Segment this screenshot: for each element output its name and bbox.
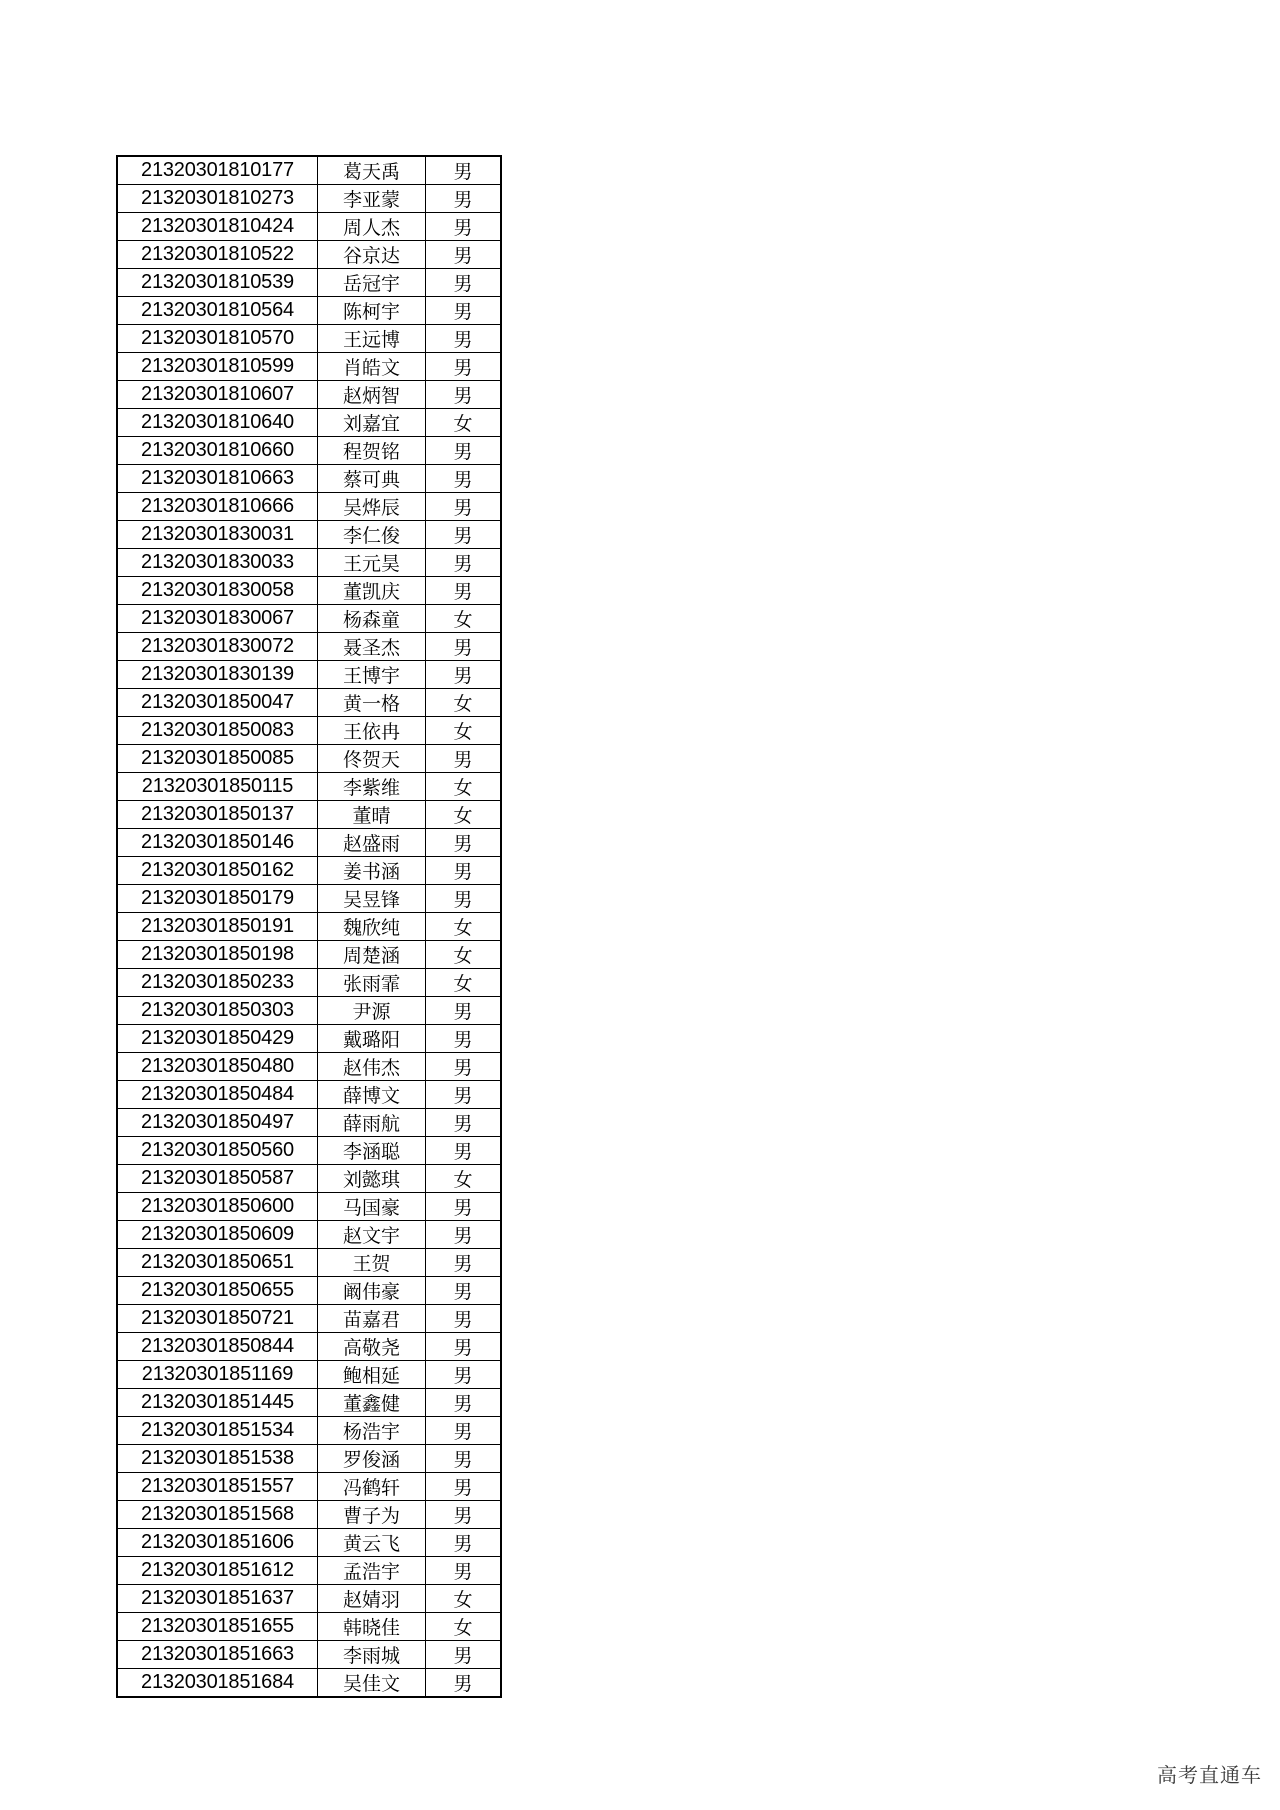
table-row xyxy=(117,1389,501,1417)
student-gender-cell: 男 xyxy=(426,1249,502,1277)
table-row xyxy=(117,1613,501,1641)
student-gender-cell: 男 xyxy=(426,1277,502,1305)
student-name-cell: 王贺 xyxy=(318,1249,426,1277)
table-row xyxy=(117,1585,501,1613)
student-gender-cell: 男 xyxy=(426,156,502,185)
student-id-cell: 21320301850721 xyxy=(117,1305,318,1333)
student-gender-cell: 女 xyxy=(426,773,502,801)
table-row xyxy=(117,1333,501,1361)
student-gender-cell: 女 xyxy=(426,717,502,745)
student-id-cell: 21320301850655 xyxy=(117,1277,318,1305)
table-row xyxy=(117,381,501,409)
student-gender-cell: 男 xyxy=(426,1473,502,1501)
student-name-cell: 王元昊 xyxy=(318,549,426,577)
student-gender-cell: 男 xyxy=(426,633,502,661)
table-row xyxy=(117,745,501,773)
student-id-cell: 21320301851568 xyxy=(117,1501,318,1529)
student-name-cell: 李雨城 xyxy=(318,1641,426,1669)
table-row xyxy=(117,1501,501,1529)
student-id-cell: 21320301810599 xyxy=(117,353,318,381)
student-name-cell: 韩晓佳 xyxy=(318,1613,426,1641)
student-id-cell: 21320301810640 xyxy=(117,409,318,437)
student-id-cell: 21320301850233 xyxy=(117,969,318,997)
student-gender-cell: 男 xyxy=(426,493,502,521)
student-id-cell: 21320301810660 xyxy=(117,437,318,465)
student-gender-cell: 男 xyxy=(426,829,502,857)
student-id-cell: 21320301850480 xyxy=(117,1053,318,1081)
student-gender-cell: 男 xyxy=(426,437,502,465)
student-gender-cell: 女 xyxy=(426,1585,502,1613)
student-gender-cell: 男 xyxy=(426,1109,502,1137)
table-row xyxy=(117,1053,501,1081)
student-gender-cell: 男 xyxy=(426,297,502,325)
student-id-cell: 21320301850484 xyxy=(117,1081,318,1109)
student-gender-cell: 男 xyxy=(426,997,502,1025)
roster-body xyxy=(117,156,501,1697)
table-row xyxy=(117,1277,501,1305)
table-row xyxy=(117,1081,501,1109)
student-gender-cell: 女 xyxy=(426,941,502,969)
table-row xyxy=(117,1165,501,1193)
student-name-cell: 董凯庆 xyxy=(318,577,426,605)
student-gender-cell: 男 xyxy=(426,577,502,605)
student-gender-cell: 男 xyxy=(426,1053,502,1081)
table-row xyxy=(117,1109,501,1137)
table-row xyxy=(117,1221,501,1249)
student-gender-cell: 男 xyxy=(426,661,502,689)
student-name-cell: 黄云飞 xyxy=(318,1529,426,1557)
student-name-cell: 薛雨航 xyxy=(318,1109,426,1137)
table-row xyxy=(117,521,501,549)
student-name-cell: 葛天禹 xyxy=(318,156,426,185)
student-gender-cell: 女 xyxy=(426,801,502,829)
student-name-cell: 李亚蒙 xyxy=(318,185,426,213)
student-name-cell: 刘懿琪 xyxy=(318,1165,426,1193)
table-row xyxy=(117,1641,501,1669)
table-row xyxy=(117,549,501,577)
table-row xyxy=(117,241,501,269)
student-id-cell: 21320301850429 xyxy=(117,1025,318,1053)
student-gender-cell: 男 xyxy=(426,325,502,353)
student-gender-cell: 男 xyxy=(426,1641,502,1669)
table-row xyxy=(117,773,501,801)
student-gender-cell: 男 xyxy=(426,185,502,213)
student-id-cell: 21320301850651 xyxy=(117,1249,318,1277)
student-gender-cell: 女 xyxy=(426,605,502,633)
table-row xyxy=(117,829,501,857)
student-gender-cell: 男 xyxy=(426,1333,502,1361)
student-id-cell: 21320301850303 xyxy=(117,997,318,1025)
student-name-cell: 吴烨辰 xyxy=(318,493,426,521)
student-gender-cell: 女 xyxy=(426,1613,502,1641)
student-id-cell: 21320301850844 xyxy=(117,1333,318,1361)
student-name-cell: 姜书涵 xyxy=(318,857,426,885)
student-name-cell: 马国豪 xyxy=(318,1193,426,1221)
student-name-cell: 蔡可典 xyxy=(318,465,426,493)
student-id-cell: 21320301850085 xyxy=(117,745,318,773)
student-id-cell: 21320301810607 xyxy=(117,381,318,409)
student-id-cell: 21320301850047 xyxy=(117,689,318,717)
table-row xyxy=(117,997,501,1025)
student-gender-cell: 男 xyxy=(426,465,502,493)
student-gender-cell: 男 xyxy=(426,745,502,773)
table-row xyxy=(117,156,501,185)
table-row xyxy=(117,185,501,213)
student-name-cell: 鲍相延 xyxy=(318,1361,426,1389)
student-name-cell: 孟浩宇 xyxy=(318,1557,426,1585)
table-row xyxy=(117,1557,501,1585)
table-row xyxy=(117,1193,501,1221)
table-row xyxy=(117,409,501,437)
student-gender-cell: 男 xyxy=(426,1221,502,1249)
student-name-cell: 张雨霏 xyxy=(318,969,426,997)
student-name-cell: 佟贺天 xyxy=(318,745,426,773)
student-name-cell: 黄一格 xyxy=(318,689,426,717)
student-gender-cell: 女 xyxy=(426,969,502,997)
student-id-cell: 21320301850179 xyxy=(117,885,318,913)
student-id-cell: 21320301851684 xyxy=(117,1669,318,1698)
student-id-cell: 21320301830072 xyxy=(117,633,318,661)
table-row xyxy=(117,465,501,493)
student-gender-cell: 男 xyxy=(426,1025,502,1053)
student-name-cell: 董晴 xyxy=(318,801,426,829)
student-name-cell: 谷京达 xyxy=(318,241,426,269)
table-row xyxy=(117,1473,501,1501)
student-id-cell: 21320301851663 xyxy=(117,1641,318,1669)
student-gender-cell: 男 xyxy=(426,1417,502,1445)
student-id-cell: 21320301850083 xyxy=(117,717,318,745)
student-name-cell: 李仁俊 xyxy=(318,521,426,549)
student-id-cell: 21320301810663 xyxy=(117,465,318,493)
student-id-cell: 21320301851538 xyxy=(117,1445,318,1473)
student-name-cell: 李紫维 xyxy=(318,773,426,801)
student-id-cell: 21320301830067 xyxy=(117,605,318,633)
student-id-cell: 21320301810424 xyxy=(117,213,318,241)
student-id-cell: 21320301850198 xyxy=(117,941,318,969)
student-gender-cell: 女 xyxy=(426,689,502,717)
student-gender-cell: 男 xyxy=(426,269,502,297)
student-id-cell: 21320301810564 xyxy=(117,297,318,325)
student-name-cell: 曹子为 xyxy=(318,1501,426,1529)
student-name-cell: 岳冠宇 xyxy=(318,269,426,297)
student-name-cell: 薛博文 xyxy=(318,1081,426,1109)
student-id-cell: 21320301851606 xyxy=(117,1529,318,1557)
student-gender-cell: 男 xyxy=(426,857,502,885)
table-row xyxy=(117,717,501,745)
student-gender-cell: 女 xyxy=(426,1165,502,1193)
student-name-cell: 赵盛雨 xyxy=(318,829,426,857)
student-name-cell: 程贺铭 xyxy=(318,437,426,465)
student-name-cell: 王依冉 xyxy=(318,717,426,745)
table-row xyxy=(117,1529,501,1557)
student-roster-table xyxy=(116,155,502,1698)
table-row xyxy=(117,437,501,465)
student-gender-cell: 男 xyxy=(426,1193,502,1221)
student-name-cell: 苗嘉君 xyxy=(318,1305,426,1333)
student-id-cell: 21320301850560 xyxy=(117,1137,318,1165)
table-row xyxy=(117,269,501,297)
student-gender-cell: 女 xyxy=(426,913,502,941)
student-gender-cell: 男 xyxy=(426,521,502,549)
table-row xyxy=(117,1305,501,1333)
table-row xyxy=(117,969,501,997)
student-name-cell: 周人杰 xyxy=(318,213,426,241)
student-id-cell: 21320301810522 xyxy=(117,241,318,269)
student-id-cell: 21320301851169 xyxy=(117,1361,318,1389)
student-name-cell: 聂圣杰 xyxy=(318,633,426,661)
student-name-cell: 冯鹤轩 xyxy=(318,1473,426,1501)
student-id-cell: 21320301851655 xyxy=(117,1613,318,1641)
student-name-cell: 赵炳智 xyxy=(318,381,426,409)
student-name-cell: 尹源 xyxy=(318,997,426,1025)
student-gender-cell: 男 xyxy=(426,1669,502,1698)
student-id-cell: 21320301830058 xyxy=(117,577,318,605)
student-id-cell: 21320301830031 xyxy=(117,521,318,549)
student-id-cell: 21320301851445 xyxy=(117,1389,318,1417)
student-id-cell: 21320301830033 xyxy=(117,549,318,577)
student-gender-cell: 男 xyxy=(426,1361,502,1389)
table-row xyxy=(117,885,501,913)
student-name-cell: 王远博 xyxy=(318,325,426,353)
student-gender-cell: 男 xyxy=(426,549,502,577)
student-id-cell: 21320301850609 xyxy=(117,1221,318,1249)
table-row xyxy=(117,1025,501,1053)
student-gender-cell: 男 xyxy=(426,1557,502,1585)
student-id-cell: 21320301850115 xyxy=(117,773,318,801)
student-gender-cell: 男 xyxy=(426,1389,502,1417)
student-gender-cell: 男 xyxy=(426,241,502,269)
student-gender-cell: 男 xyxy=(426,1445,502,1473)
watermark-text: 高考直通车 xyxy=(1157,1763,1262,1787)
student-id-cell: 21320301850191 xyxy=(117,913,318,941)
table-row xyxy=(117,941,501,969)
student-id-cell: 21320301850587 xyxy=(117,1165,318,1193)
table-row xyxy=(117,1417,501,1445)
student-name-cell: 阚伟豪 xyxy=(318,1277,426,1305)
student-name-cell: 戴璐阳 xyxy=(318,1025,426,1053)
student-id-cell: 21320301850146 xyxy=(117,829,318,857)
table-row xyxy=(117,577,501,605)
student-id-cell: 21320301851534 xyxy=(117,1417,318,1445)
student-gender-cell: 男 xyxy=(426,353,502,381)
student-gender-cell: 男 xyxy=(426,1529,502,1557)
student-name-cell: 王博宇 xyxy=(318,661,426,689)
student-name-cell: 高敬尧 xyxy=(318,1333,426,1361)
table-row xyxy=(117,633,501,661)
student-id-cell: 21320301850600 xyxy=(117,1193,318,1221)
student-gender-cell: 男 xyxy=(426,1501,502,1529)
student-name-cell: 罗俊涵 xyxy=(318,1445,426,1473)
student-id-cell: 21320301810273 xyxy=(117,185,318,213)
student-name-cell: 陈柯宇 xyxy=(318,297,426,325)
student-gender-cell: 女 xyxy=(426,409,502,437)
table-row xyxy=(117,353,501,381)
student-name-cell: 周楚涵 xyxy=(318,941,426,969)
student-name-cell: 赵伟杰 xyxy=(318,1053,426,1081)
student-name-cell: 吴昱锋 xyxy=(318,885,426,913)
student-id-cell: 21320301851612 xyxy=(117,1557,318,1585)
student-gender-cell: 男 xyxy=(426,381,502,409)
student-name-cell: 刘嘉宜 xyxy=(318,409,426,437)
student-id-cell: 21320301810539 xyxy=(117,269,318,297)
student-id-cell: 21320301850137 xyxy=(117,801,318,829)
table-row xyxy=(117,661,501,689)
student-id-cell: 21320301851557 xyxy=(117,1473,318,1501)
table-row xyxy=(117,325,501,353)
student-id-cell: 21320301810177 xyxy=(117,156,318,185)
table-row xyxy=(117,297,501,325)
student-id-cell: 21320301851637 xyxy=(117,1585,318,1613)
table-row xyxy=(117,1137,501,1165)
table-row xyxy=(117,689,501,717)
student-id-cell: 21320301830139 xyxy=(117,661,318,689)
student-name-cell: 吴佳文 xyxy=(318,1669,426,1698)
table-row xyxy=(117,1249,501,1277)
student-name-cell: 李涵聪 xyxy=(318,1137,426,1165)
student-name-cell: 董鑫健 xyxy=(318,1389,426,1417)
student-id-cell: 21320301810666 xyxy=(117,493,318,521)
student-gender-cell: 男 xyxy=(426,1081,502,1109)
table-row xyxy=(117,213,501,241)
student-name-cell: 杨森童 xyxy=(318,605,426,633)
table-row xyxy=(117,1669,501,1698)
student-gender-cell: 男 xyxy=(426,1305,502,1333)
student-id-cell: 21320301810570 xyxy=(117,325,318,353)
table-row xyxy=(117,913,501,941)
student-name-cell: 魏欣纯 xyxy=(318,913,426,941)
student-id-cell: 21320301850162 xyxy=(117,857,318,885)
student-gender-cell: 男 xyxy=(426,885,502,913)
table-row xyxy=(117,801,501,829)
student-id-cell: 21320301850497 xyxy=(117,1109,318,1137)
table-row xyxy=(117,1445,501,1473)
table-row xyxy=(117,857,501,885)
student-name-cell: 杨浩宇 xyxy=(318,1417,426,1445)
student-gender-cell: 男 xyxy=(426,1137,502,1165)
table-row xyxy=(117,493,501,521)
table-row xyxy=(117,1361,501,1389)
student-name-cell: 赵婧羽 xyxy=(318,1585,426,1613)
table-row xyxy=(117,605,501,633)
student-gender-cell: 男 xyxy=(426,213,502,241)
student-name-cell: 赵文宇 xyxy=(318,1221,426,1249)
student-name-cell: 肖皓文 xyxy=(318,353,426,381)
